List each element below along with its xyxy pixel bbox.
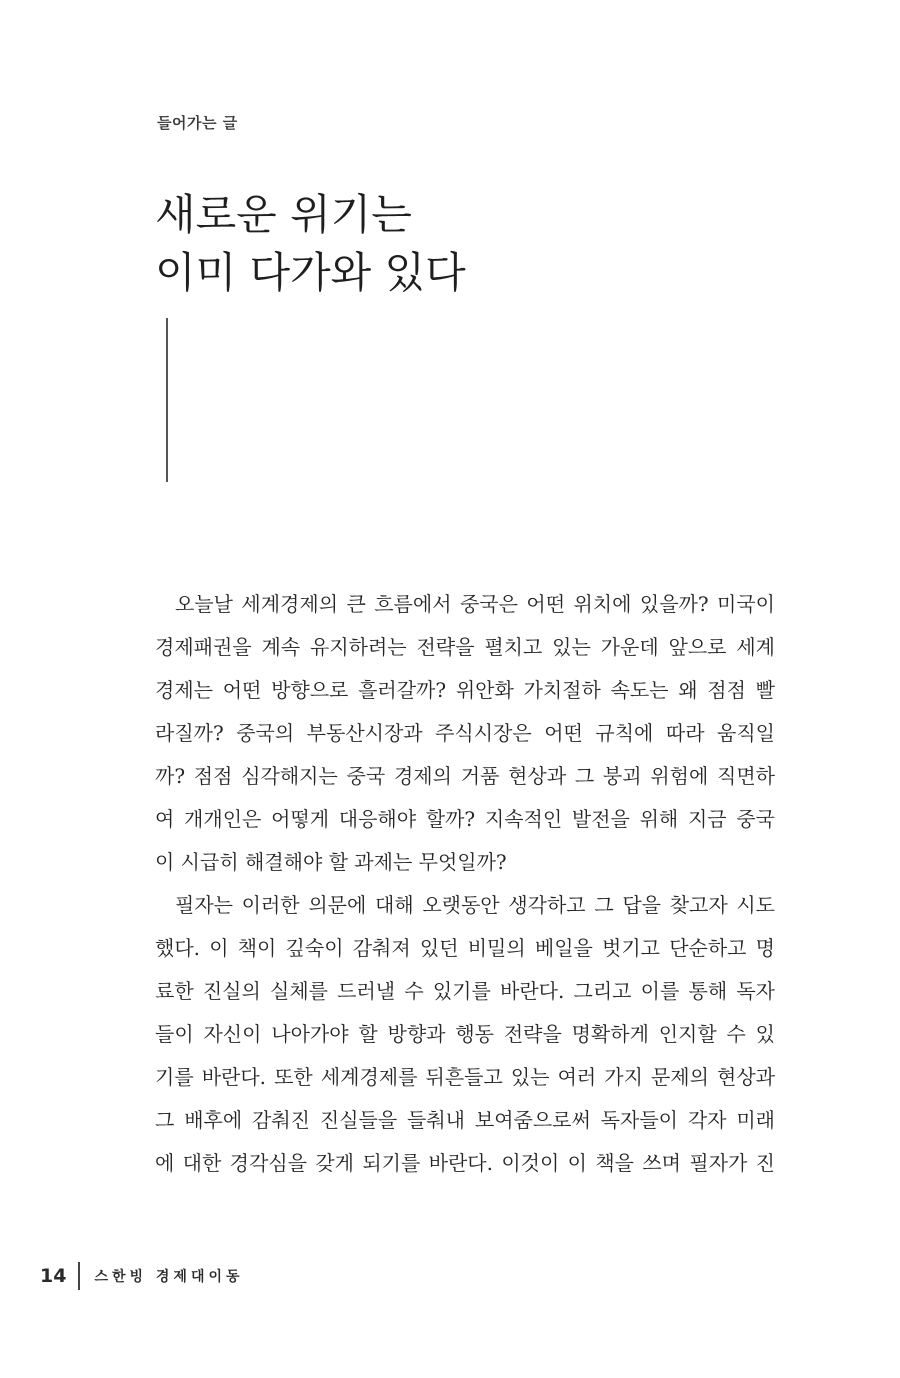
footer-divider	[78, 1262, 80, 1290]
chapter-title-line: 이미 다가와 있다	[155, 248, 466, 297]
text-line: 들이 자신이 나아가야 할 방향과 행동 전략을 명확하게 인지할 수 있	[155, 1022, 775, 1046]
text-line: 까? 점점 심각해지는 중국 경제의 거품 현상과 그 붕괴 위험에 직면하	[155, 764, 775, 788]
text-line: 필자는 이러한 의문에 대해 오랫동안 생각하고 그 답을 찾고자 시도	[175, 893, 775, 917]
title-vertical-rule	[166, 318, 168, 482]
page-footer	[40, 1262, 244, 1290]
text-line: 이 시급히 해결해야 할 과제는 무엇일까?	[155, 850, 507, 874]
paragraph-2	[155, 884, 775, 1185]
text-line: 료한 진실의 실체를 드러낼 수 있기를 바란다. 그리고 이를 통해 독자	[155, 979, 775, 1003]
text-line: 라질까? 중국의 부동산시장과 주식시장은 어떤 규칙에 따라 움직일	[155, 721, 775, 745]
text-line: 경제패권을 계속 유지하려는 전략을 펼치고 있는 가운데 앞으로 세계	[155, 635, 775, 659]
chapter-title-line: 새로운 위기는	[155, 190, 412, 239]
body-text	[155, 583, 775, 1185]
page-number: 14	[40, 1265, 67, 1287]
paragraph-1	[155, 583, 775, 884]
text-line: 경제는 어떤 방향으로 흘러갈까? 위안화 가치절하 속도는 왜 점점 빨	[155, 678, 775, 702]
text-line: 했다. 이 책이 깊숙이 감춰져 있던 비밀의 베일을 벗기고 단순하고 명	[155, 936, 775, 960]
text-line: 그 배후에 감춰진 진실들을 들춰내 보여줌으로써 독자들이 각자 미래	[155, 1108, 775, 1132]
text-line: 에 대한 경각심을 갖게 되기를 바란다. 이것이 이 책을 쓰며 필자가 진	[155, 1151, 775, 1175]
chapter-title	[155, 186, 755, 302]
running-title: 스한빙 경제대이동	[94, 1269, 244, 1285]
section-label: 들어가는 글	[157, 114, 238, 132]
text-line: 여 개개인은 어떻게 대응해야 할까? 지속적인 발전을 위해 지금 중국	[155, 807, 775, 831]
text-line: 오늘날 세계경제의 큰 흐름에서 중국은 어떤 위치에 있을까? 미국이	[175, 592, 775, 616]
text-line: 기를 바란다. 또한 세계경제를 뒤흔들고 있는 여러 가지 문제의 현상과	[155, 1065, 775, 1089]
